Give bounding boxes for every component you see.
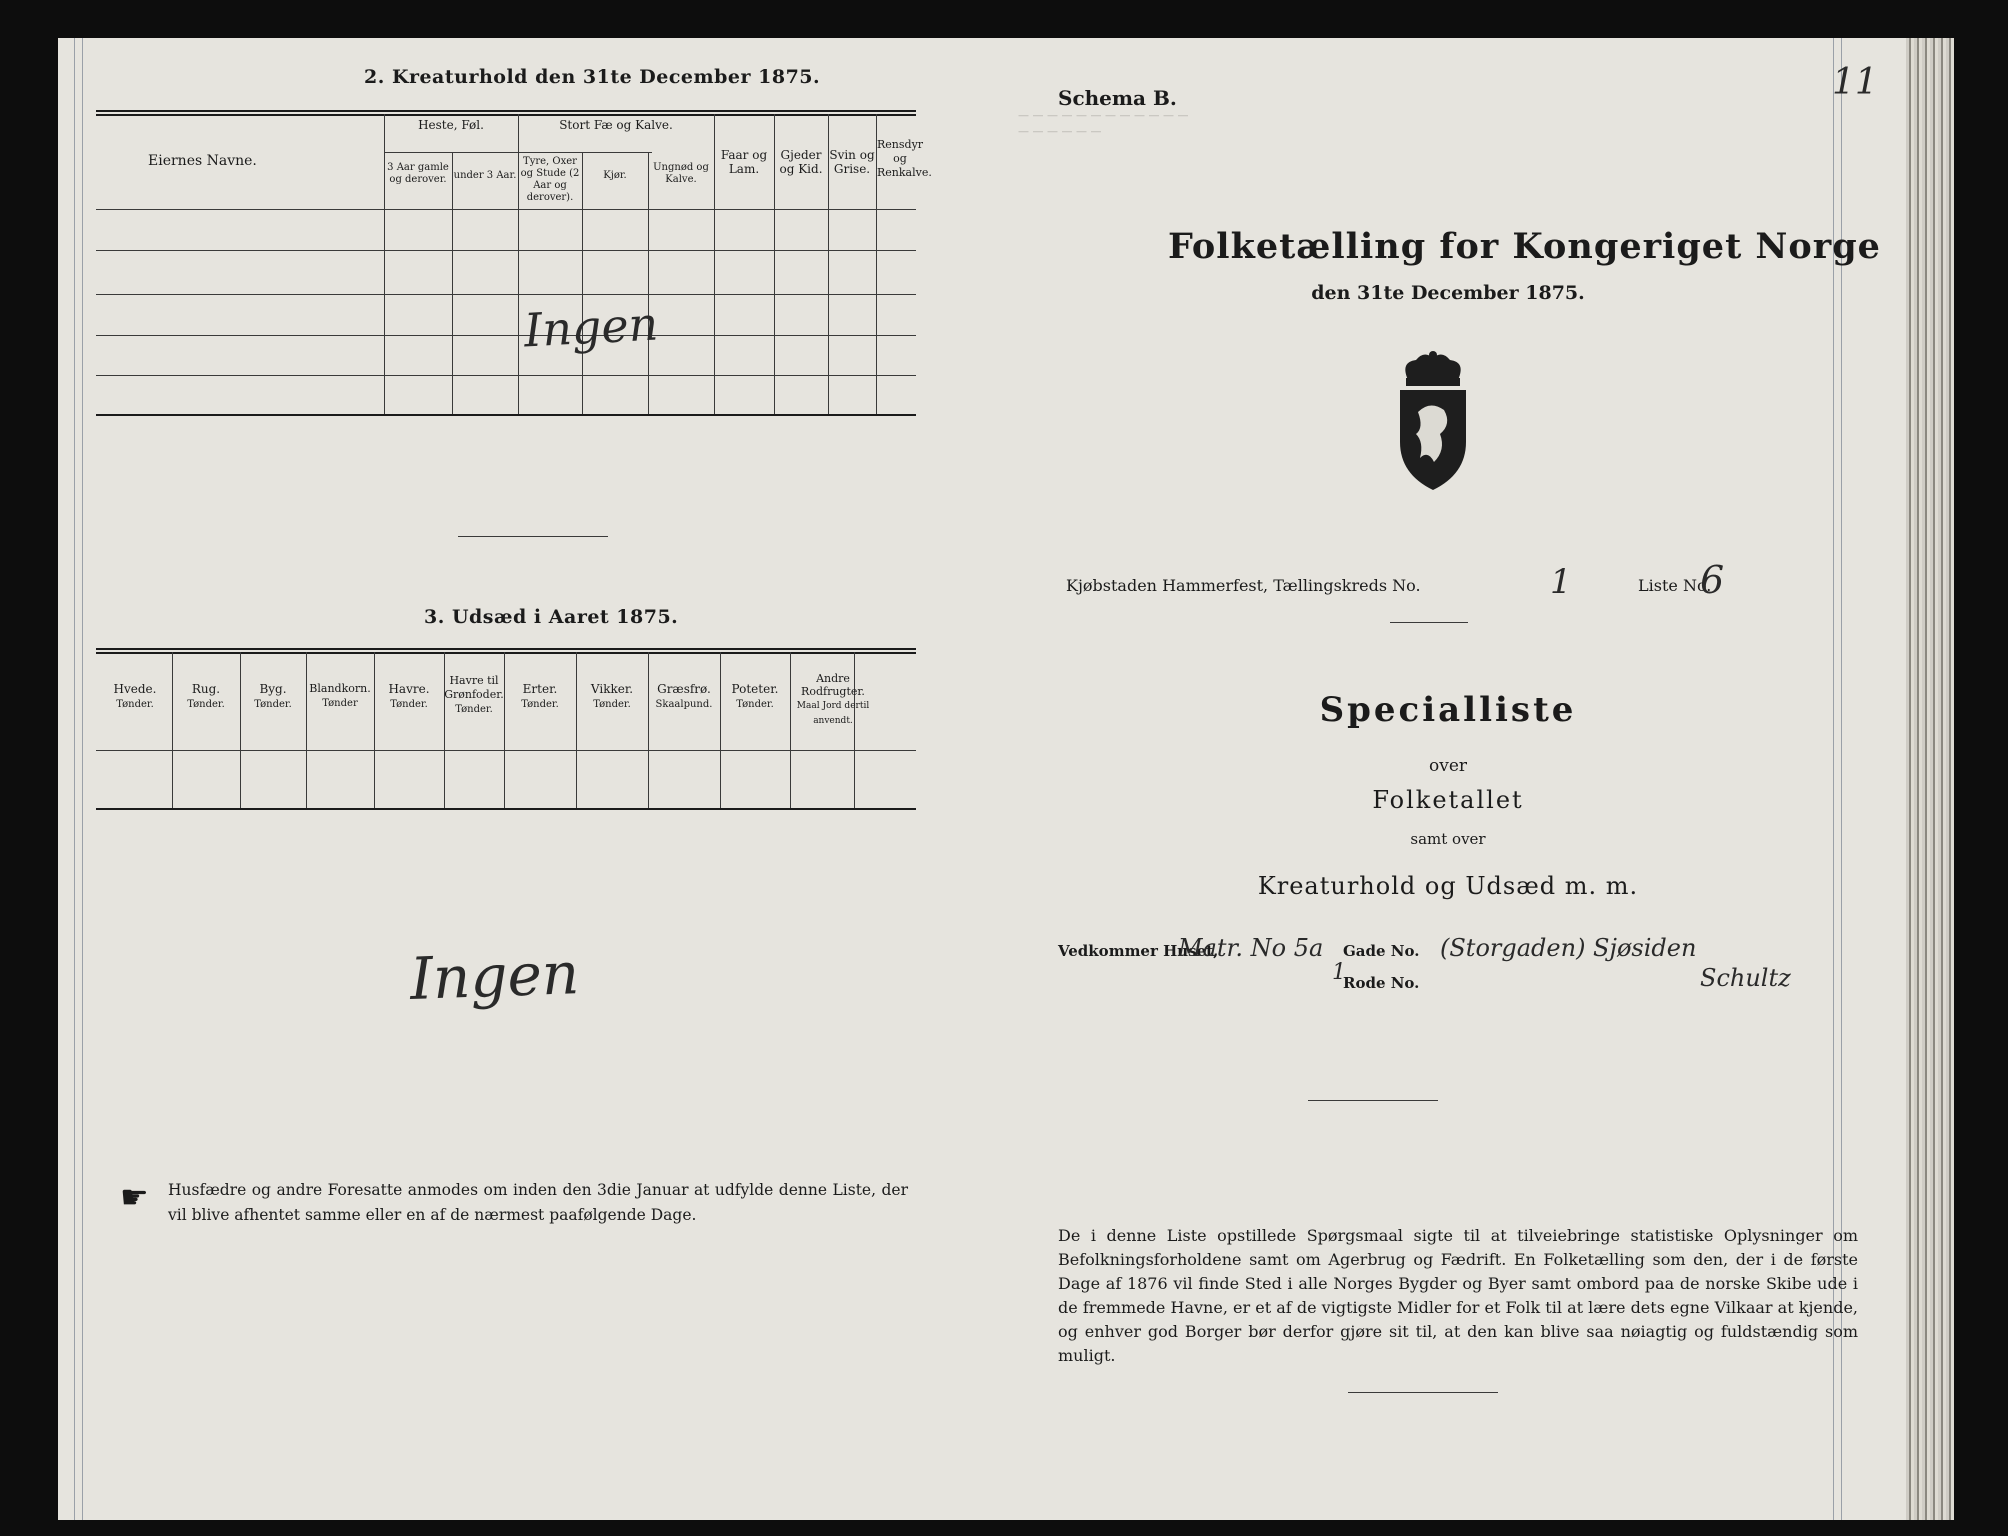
col-horses: Heste, Føl. [418,118,484,132]
col-goats: Gjeder og Kid. [779,148,823,176]
pointing-hand-icon: ☛ [120,1178,149,1216]
handwritten-street: (Storgaden) Sjøsiden [1440,934,1697,962]
table-rule [96,648,916,650]
rode-no-label: Rode No. [1343,974,1420,992]
schema-label: Schema B. [1058,86,1177,110]
section-2-title: 2. Kreaturhold den 31te December 1875. [364,66,821,88]
margin-line [74,38,75,1520]
table-rule [96,114,916,116]
col-havre-gronfoder: Havre til Grønfoder. Tønder. [444,674,504,715]
left-page [58,38,978,1520]
section-3-title: 3. Udsæd i Aaret 1875. [424,606,679,628]
separator-line [458,536,608,537]
separator-line [1308,1100,1438,1101]
district-number: 1 [1550,562,1572,602]
table-col [374,652,375,808]
margin-line [82,38,83,1520]
kreaturhold-text: Kreaturhold og Udsæd m. m. [1257,872,1639,900]
col-vikker: Vikker. Tønder. [590,682,634,710]
col-horses-old: 3 Aar gamle og derover. [387,162,449,185]
table-col [452,152,453,414]
table-rule [96,414,916,416]
bleed-through-text: — — — — — — — — — — — — — — — — — — [1018,109,1189,138]
district-label: Kjøbstaden Hammerfest, Tællingskreds No. [1066,576,1421,595]
handwritten-rode-number: 1 [1332,960,1346,985]
gade-no-label: Gade No. [1343,942,1420,960]
table-rule [96,808,916,810]
col-cows: Kjør. [603,170,627,181]
col-erter: Erter. Tønder. [521,682,559,710]
table-rule [96,294,916,295]
col-poteter: Poteter. Tønder. [731,682,779,710]
table-col [384,114,385,414]
table-rule [96,209,916,210]
handwritten-ingen-crops: Ingen [408,939,581,1013]
table-col [648,652,649,808]
specialliste-title: Specialliste [1319,690,1577,730]
col-owner-name: Eiernes Navne. [148,153,257,169]
col-bulls: Tyre, Oxer og Stude (2 Aar og derover). [520,156,580,203]
table-col [582,152,583,414]
list-number: 6 [1700,558,1725,602]
table-rule [96,750,916,751]
col-havre: Havre. Tønder. [388,682,430,710]
samt-over-text: samt over [1410,830,1486,848]
table-col [648,152,649,414]
footnote-text: De i denne Liste opstillede Spørgsmaal sigte til at tilveiebringe statistiske Oplysninger om Befolkningsforholdene samt om Agerbrug og Fædrift. En Folketælling som den, der i de første Dage af 1876 vil finde Sted i alle Norges Bygder og Byer samt ombord paa de norske Skibe ude i de fremmede Havne, er et af de vigtigste Midler for et Folk til at lære dets egne Vilkaar at kjende, og enhver god Borger bør derfor gjøre sit til, at den kan blive saa nøiagtig og fuldstændig som muligt. [1058,1226,1858,1365]
separator-line [1348,1392,1498,1393]
col-cattle: Stort Fæ og Kalve. [559,118,673,132]
folketallet-text: Folketallet [1372,786,1524,814]
col-graesfro: Græsfrø. Skaalpund. [655,682,713,710]
col-andre-rodfrugter: Andre Rodfrugter. Maal Jord dertil anvendt. [796,672,870,726]
col-young-cattle: Ungnød og Kalve. [653,162,709,185]
table-col [576,652,577,808]
table-col [720,652,721,808]
table-rule [96,375,916,376]
table-col [504,652,505,808]
table-col [240,652,241,808]
coat-of-arms-icon [1390,350,1476,492]
census-date: den 31te December 1875. [1311,282,1585,304]
table-col [172,652,173,808]
table-rule [96,335,916,336]
col-horses-young: under 3 Aar. [453,170,517,181]
col-blandkorn: Blandkorn. Tønder [309,682,371,709]
table-rule [96,110,916,112]
census-title: Folketælling for Kongeriget Norge [1168,226,1881,267]
handwritten-ingen-livestock: Ingen [522,296,660,358]
col-rug: Rug. Tønder. [187,682,225,710]
over-text: over [1428,756,1468,776]
page-number: 11 [1832,62,1878,103]
col-byg: Byg. Tønder. [254,682,292,710]
right-page [978,38,1906,1520]
vedkommer-huset-label: Vedkommer Huset, [1058,942,1219,960]
col-reindeer: Rensdyr og Renkalve. [877,138,932,179]
table-rule [96,652,916,654]
notice-text: Husfædre og andre Foresatte anmodes om inden den 3die Januar at udfylde denne Liste, der vil blive afhentet samme eller en af de nærmest paafølgende Dage. [168,1181,908,1224]
col-sheep: Faar og Lam. [720,148,768,176]
table-rule [96,250,916,251]
col-hvede: Hvede. Tønder. [113,682,157,710]
handwritten-matr-no: Matr. No 5a [1178,934,1324,962]
table-col [306,652,307,808]
handwritten-rode-name: Schultz [1700,964,1791,992]
page-edges [1906,38,1954,1520]
list-label: Liste No. [1638,576,1712,595]
separator-line [1390,622,1468,623]
col-pigs: Svin og Grise. [829,148,875,176]
